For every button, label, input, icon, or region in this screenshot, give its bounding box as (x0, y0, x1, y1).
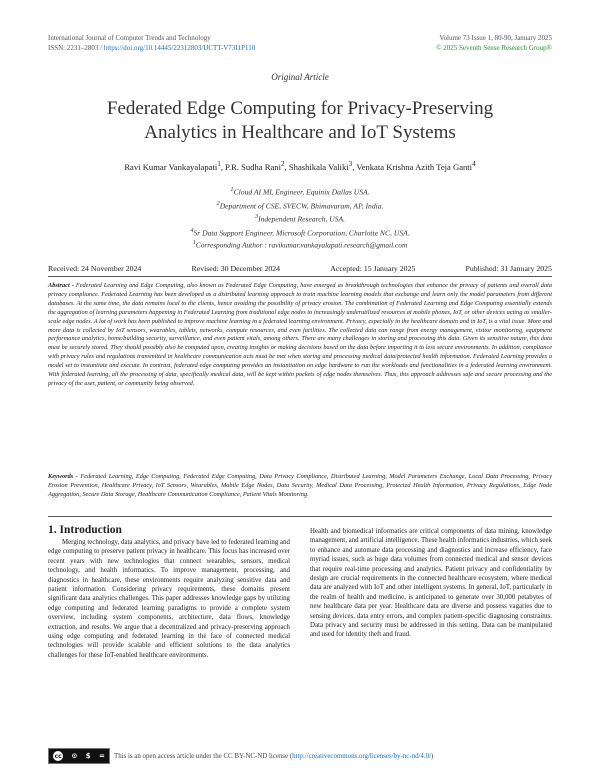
nd-icon: = (98, 752, 105, 760)
keywords-text: Federated Learning, Edge Computing, Federated Edge Computing, Data Privacy Compliance, Distributed Learning, Model Parameters Exchange, Local Data Processing, Privacy Erosion Prevention, Healthcare Privacy, IoT Sensors, Wearables, Mobile Edge Nodes, Data Security, Medical Data Processing, Protected Health Information, Privacy Regulations, Edge Node Aggregation, Secure Data Storage, Healthcare Communication Compliance, Patient Vitals Monitoring. (48, 473, 553, 498)
volume-header (436, 34, 552, 53)
title-line-1: Federated Edge Computing for Privacy-Preserving (106, 98, 494, 119)
affiliation-4 (40, 225, 560, 239)
license-footer (48, 748, 552, 764)
received-date: Received: 24 November 2024 (48, 264, 142, 273)
corresponding-text: Corresponding Author : ravikumar.vankayalapati.research@gmail.com (195, 240, 408, 250)
revised-date: Revised: 30 December 2024 (191, 264, 281, 273)
author-1-sup: 1 (217, 160, 221, 168)
issn: ISSN: 2231–2803 (48, 43, 99, 52)
license-text-prefix: This is an open access article under the CC BY-NC-ND license ( (114, 752, 293, 760)
affiliation-1-text: Cloud AI ML Engineer, Equinix Dallas USA. (233, 187, 370, 197)
corresponding-author (40, 240, 560, 249)
dates-row (48, 264, 552, 273)
copyright: © 2025 Seventh Sense Research Group® (436, 43, 552, 52)
keywords (48, 473, 552, 500)
affiliation-4-text: Sr Data Support Engineer, Microsoft Corporation, Charlotte NC, USA. (193, 228, 410, 238)
affiliation-4-sup: 4 (190, 226, 194, 234)
intro-column-1: Merging technology, data analytics, and privacy have led to federated learning and edge computing to preserve patient privacy in healthcare. This focus has increased over recent years with new technologies that connect wearables, sensors, medical technology, and health informatics. To improve management, processing, and diagnostics in healthcare, these environments require analyzing sensitive data and patient information. Considering privacy requirements, these domains present significant data analytics challenges. This paper addresses knowledge gaps by utilizing edge computing and federated learning paradigms to provide a complete system overview, including system components, architecture, data flows, knowledge extraction, and results. We argue that a decentralized and privacy-preserving approach using edge computing and federated learning in the face of connected medical technologies will provide scalable and efficient solutions to the data analytics challenges for these IoT-enabled healthcare environments. (48, 539, 290, 659)
paper-title (40, 97, 560, 145)
affiliation-1 (40, 184, 560, 198)
affiliation-2-text: Department of CSE, SVECW, Bhimavaram, AP, India. (219, 201, 384, 211)
intro-column-2: Health and biomedical informatics are critical components of data mining, knowledge management, and artificial intelligence. These health informatics industries, which seek to enhance and automate data processing and diagnostics and increase efficiency, face myriad issues, such as huge data volumes from connected medical and sensor devices that require real-time processing and analytics. Patient privacy and confidentiality by design are crucial requirements in the connected healthcare ecosystem, where medical data are analyzed with IoT and other intelligent systems. In general, IoT, particularly in the realm of health and medicine, is anticipated to generate over 30,000 petabytes of new healthcare data per year. Healthcare data are diverse and possess vagaries due to sensing devices, data entry errors, and complex patient-specific diagnosing constraints. Data privacy and security must be addressed in this setting. Data can be manipulated and used for identity theft and fraud. (310, 528, 552, 639)
license-text-suffix: ) (430, 752, 434, 760)
doi-link[interactable]: https://doi.org/10.14445/22312803/IJCTT-V73I1P110 (103, 43, 256, 52)
divider-top (48, 276, 552, 277)
affiliation-3 (40, 211, 560, 225)
cc-icon: cc (54, 752, 62, 760)
affiliations (40, 184, 560, 238)
issn-doi-line: ISSN: 2231–2803 / https://doi.org/10.14445/22312803/IJCTT-V73I1P110 (48, 43, 256, 52)
affiliation-1-sup: 1 (230, 186, 234, 193)
by-icon: ⊙ (71, 752, 78, 760)
license-text (114, 753, 433, 760)
author-4: Venkata Krishna Azith Teja Ganti (356, 161, 473, 172)
author-2-sup: 2 (281, 160, 285, 168)
published-date: Published: 31 January 2025 (465, 264, 552, 273)
abstract-text: Federated Learning and Edge Computing, also known as Federated Edge Computing, have emerged as breakthrough technologies that enhance the privacy of patients and overall data privacy compliance. Federated Learning has been developed as a distributed learning approach to train machine learning models that exchange and learn only the model parameters from different databases. At the same time, the data remains local to the clients, hence avoiding the possibility of privacy erosion. The combination of Federated Learning and Edge Computing essentially extends the aggregation of learning parameters happening in Federated Learning from traditional edge nodes to increasingly underutilized resources at mobile phones, IoT, or other devices acting as smaller-scale edge nodes. A lot of work has been published to improve machine learning in a federated learning environment. Privacy, especially in the healthcare domain and in IoT, is a vital issue. More and more data is collected by IoT sensors, wearables, tablets, networks, compute resources, and even facilities. The collected data can range from energy management, visitor monitoring, equipment performance analytics, home/building security, surveillance, and even patient vitals, among others. There are many challenges in storing and processing this data. Given its sensitive nature, this data must be securely stored. They should possibly also be computed upon, creating insights or making decisions based on the data before importing it to less secure environments. In addition, compliance with privacy rules and regulations transmitted in healthcare communication acts must be met when storing and processing medical data/protected health information. Federated Learning provides a model set to instantiate and execute. In contrast, federated edge computing provides an instantiation on edge hardware to run the workloads and functionalities in a federated learning environment. With federated learning, all the processing of data, specifically medical data, will be kept within pockets of edge nodes themselves. Thus, this approach addresses safe and secure processing and the privacy of the user, patient, or community being observed. (48, 282, 552, 387)
keywords-label: Keywords - (48, 473, 78, 480)
volume-info: Volume 73 Issue 1, 80-90, January 2025 (439, 34, 552, 42)
author-1: Ravi Kumar Vankayalapati (124, 161, 218, 172)
nc-icon: $ (85, 752, 91, 760)
cc-license-badge[interactable] (48, 748, 110, 764)
article-type: Original Article (271, 72, 329, 82)
author-3: Shashikala Valiki (288, 161, 349, 172)
title-line-2: Analytics in Healthcare and IoT Systems (144, 122, 456, 143)
affiliation-2-sup: 2 (216, 199, 220, 207)
author-4-sup: 4 (472, 160, 476, 168)
section-heading-introduction: 1. Introduction (48, 524, 122, 536)
journal-name: International Journal of Computer Trends and Technology (48, 34, 211, 42)
author-3-sup: 3 (348, 160, 353, 168)
affiliation-3-sup: 3 (254, 213, 259, 221)
divider-bottom (48, 516, 552, 517)
author-list: Ravi Kumar Vankayalapati$^1$, P.R. Sudha Rani$^2$, Shashikala Valiki$^3$, Venkata Krishna Azith Teja Ganti$^4$ (124, 160, 476, 172)
journal-header (48, 34, 255, 53)
abstract (48, 282, 552, 389)
accepted-date: Accepted: 15 January 2025 (330, 264, 416, 273)
abstract-label: Abstract - (48, 282, 74, 289)
author-2: P.R. Sudha Rani (225, 161, 281, 172)
license-link[interactable]: http://creativecommons.org/licenses/by-nc-nd/4.0/ (292, 752, 431, 760)
affiliation-2 (40, 198, 560, 212)
corresponding-sup: 1 (192, 240, 196, 246)
affiliation-3-text: Independent Research, USA. (258, 214, 346, 224)
